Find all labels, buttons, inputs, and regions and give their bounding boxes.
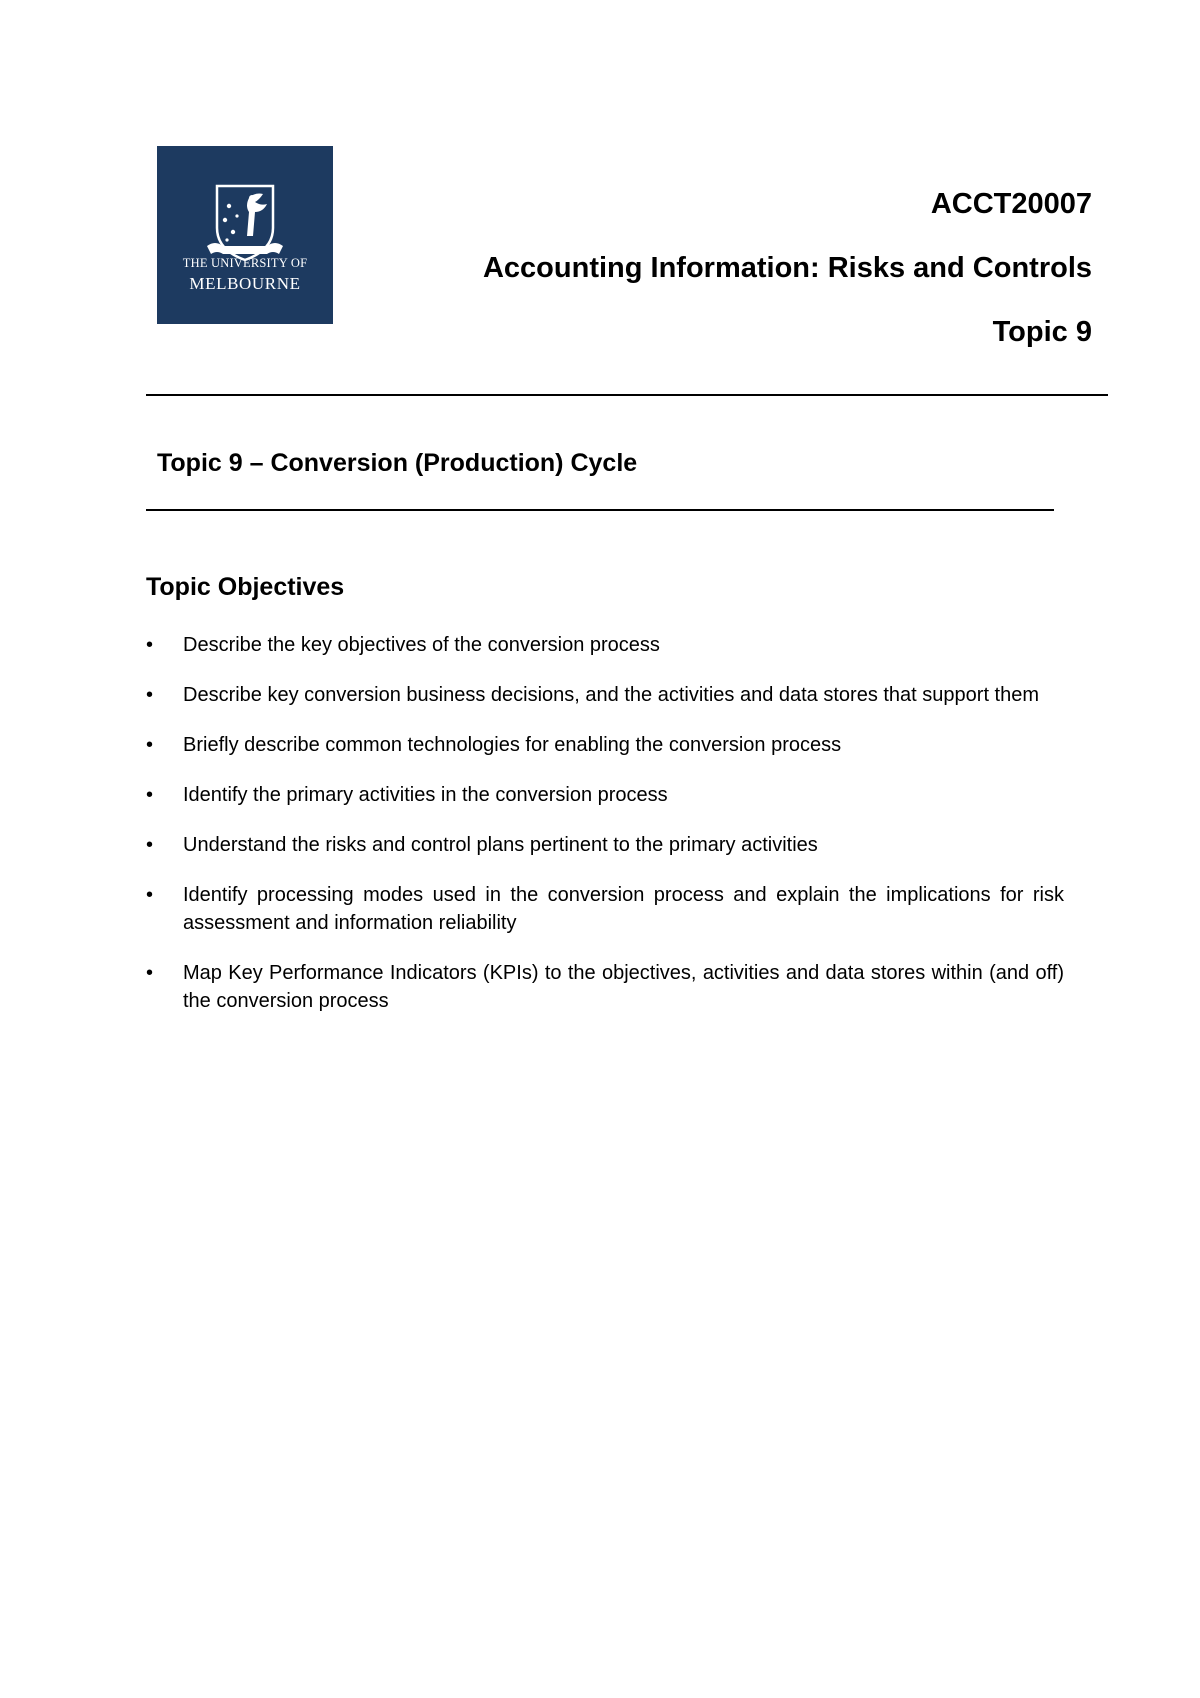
bullet-icon: • (146, 784, 154, 806)
list-item (146, 831, 1064, 859)
list-item (146, 731, 1064, 759)
bullet-icon: • (146, 734, 154, 756)
objective-text: Understand the risks and control plans pertinent to the primary activities (183, 834, 818, 856)
logo-line-2: MELBOURNE (189, 274, 301, 293)
list-item (146, 781, 1064, 809)
objectives-heading: Topic Objectives (146, 573, 345, 601)
list-item (146, 959, 1064, 1015)
bullet-icon: • (146, 684, 154, 706)
objective-text: Describe the key objectives of the conversion process (183, 634, 660, 656)
list-item (146, 881, 1064, 937)
objective-text: Map Key Performance Indicators (KPIs) to the objectives, activities and data stores within (and off) the conversion process (183, 962, 1064, 1012)
logo-line-1: THE UNIVERSITY OF (182, 256, 308, 270)
university-logo (157, 146, 333, 324)
objective-text: Identify processing modes used in the conversion process and explain the implications for risk assessment and information reliability (183, 884, 1064, 934)
topic-label: Topic 9 (992, 316, 1092, 348)
course-code: ACCT20007 (930, 188, 1092, 220)
bullet-icon: • (146, 884, 154, 906)
list-item (146, 681, 1064, 709)
list-item (146, 631, 1064, 659)
bullet-icon: • (146, 834, 154, 856)
objective-text: Describe key conversion business decisions, and the activities and data stores that support them (183, 684, 1040, 706)
course-title: Accounting Information: Risks and Controls (482, 252, 1092, 284)
topic-heading: Topic 9 – Conversion (Production) Cycle (157, 449, 638, 477)
objectives-list (146, 631, 1064, 1037)
objective-text: Identify the primary activities in the conversion process (183, 784, 668, 806)
objective-text: Briefly describe common technologies for enabling the conversion process (183, 734, 842, 756)
bullet-icon: • (146, 962, 154, 984)
header-divider (146, 394, 1108, 396)
topic-divider (146, 509, 1054, 511)
bullet-icon: • (146, 634, 154, 656)
